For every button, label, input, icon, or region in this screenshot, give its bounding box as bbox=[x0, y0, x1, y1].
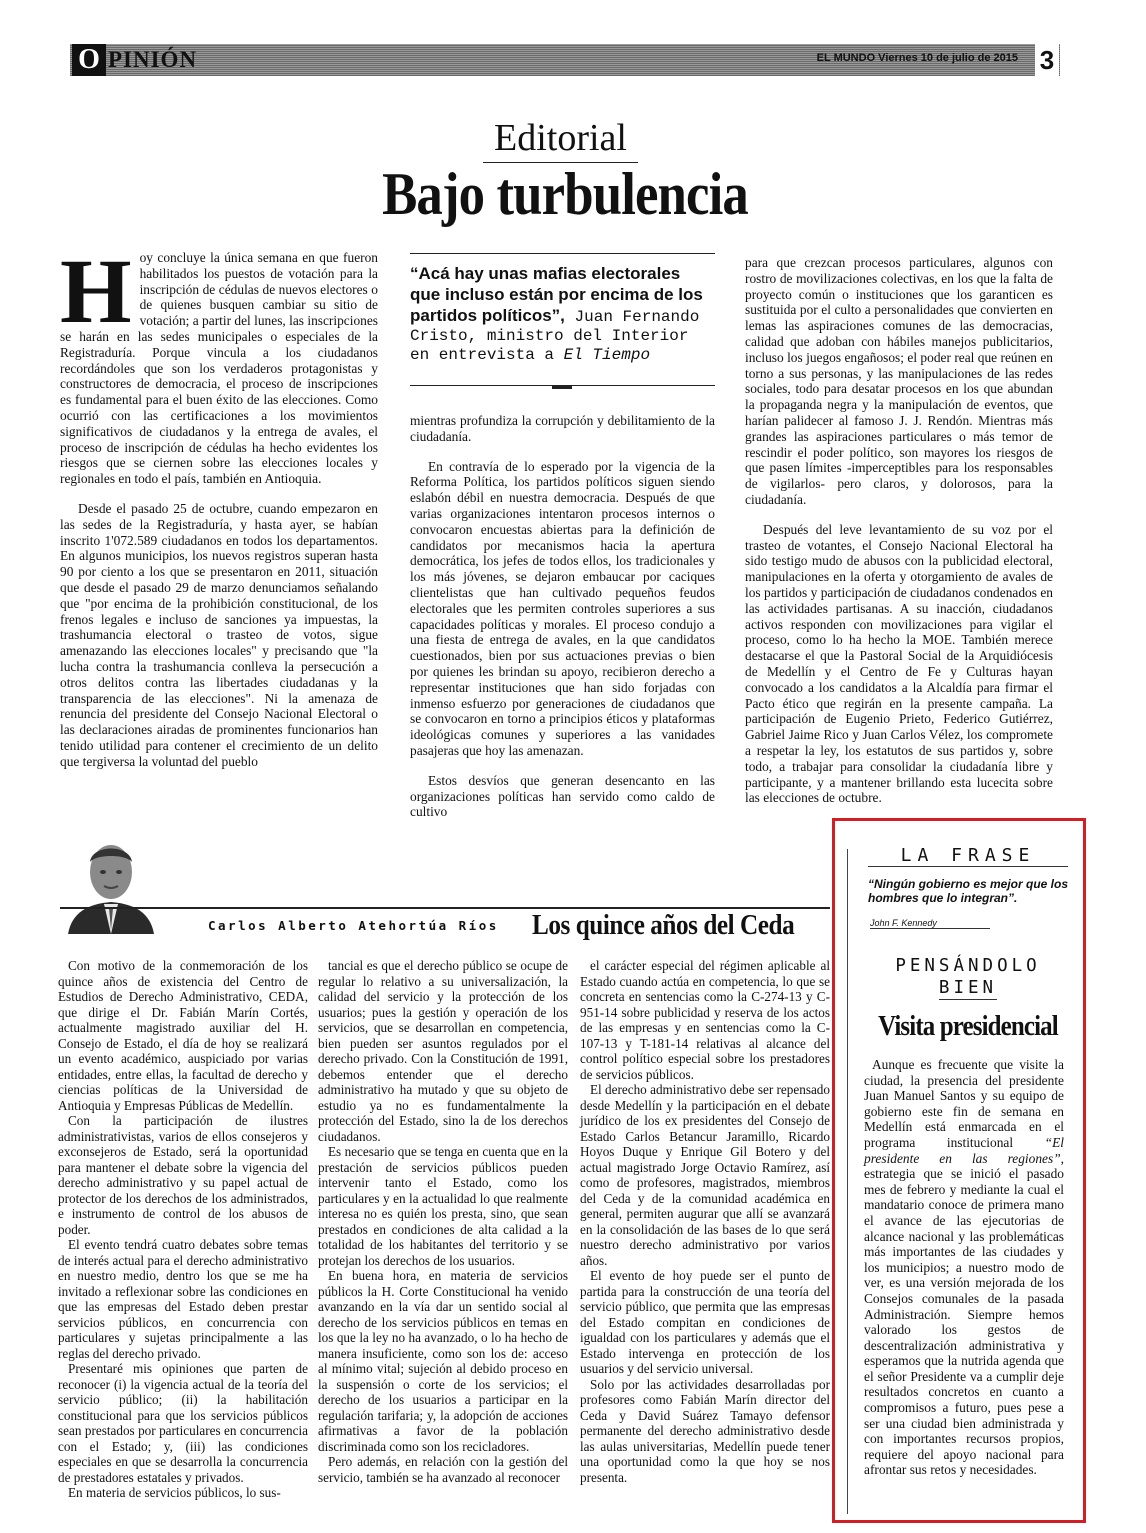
publication-dateline: EL MUNDO Viernes 10 de julio de 2015 bbox=[816, 52, 1018, 64]
pull-quote-text: “Acá hay unas mafias electorales que incluso están por encima de los partidos políticos”, bbox=[410, 264, 703, 325]
editorial-paragraph: Después del leve levantamiento de su voz por el trasteo de votantes, el Consejo Nacional Electoral ha sido testigo mudo de abusos con la publicidad electoral, manipulaciones en la oferta y otorgamiento de avales de los partidos y participación de ciudadanos condenados en las actividades partisanas. A su inacción, ciudadanos activos responden con movilizaciones para vigilar el proceso, como lo ha hecho la MOE. También merece destacarse el que la Pastoral Social de la Arquidiócesis de Medellín y el Centro de Fe y Culturas hayan convocado a los candidatos a la Alcaldía para firmar el Pacto ético que regirán en la presente campaña. La participación de Eugenio Prieto, Federico Gutiérrez, Gabriel Jaime Rico y Juan Carlos Vélez, los compromete a respetar la ley, los estatutos de sus partidos y, sobre todo, a trabajar para consolidar la ciudadanía libre y participante, y a mantener brillando esta lucecita sobre las elecciones de octubre. bbox=[745, 521, 1053, 806]
opinion-column-3 bbox=[580, 958, 830, 1485]
opinion-paragraph: Con la participación de ilustres administrativistas, varios de ellos consejeros y exconsejeros de Estado, será la oportunidad para mantener el debate sobre la vigencia del derecho administrativo y su papel actual de protector de los derechos de los administrados, e instrumento de control de los abusos de poder. bbox=[58, 1113, 308, 1237]
editorial-paragraph: mientras profundiza la corrupción y debilitamiento de la ciudadanía. bbox=[410, 413, 715, 444]
frase-heading: LA FRASE bbox=[868, 845, 1068, 867]
page-number: 3 bbox=[1035, 44, 1059, 76]
opinion-paragraph: el carácter especial del régimen aplicable al Estado cuando actúa en competencia, lo que se concreta en sentencias como la C-274-13 y C-951-14 sobre publicidad y reserva de los actos de las empresas y en sentencias como la C-107-13 y T-181-14 relativas al alcance del control político especial sobre los prestadores de servicios públicos. bbox=[580, 958, 830, 1082]
pensandolo-line-1: PENSÁNDOLO bbox=[895, 956, 1041, 976]
frase-quote: “Ningún gobierno es mejor que los hombres que lo integran”. bbox=[868, 877, 1069, 905]
sidebar-text-part: Aunque es frecuente que visite la ciudad, la presencia del presidente Juan Manuel Santos y su equipo de gobierno este fin de semana en Medellín está enmarcada en el programa institucional bbox=[864, 1057, 1064, 1150]
author-photo bbox=[66, 838, 156, 934]
opinion-column-2 bbox=[318, 958, 568, 1485]
opinion-paragraph: El evento de hoy puede ser el punto de partida para la construcción de una teoría del servicio público, que permita que las empresas del Estado compitan en condiciones de igualdad con los particulares y además que el Estado intervenga en protección de los usuarios y del servicio universal. bbox=[580, 1268, 830, 1376]
editorial-title: Bajo turbulencia bbox=[382, 161, 748, 227]
frase-author: John F. Kennedy bbox=[870, 918, 990, 929]
pull-quote bbox=[410, 253, 715, 365]
opinion-column-1 bbox=[58, 958, 308, 1501]
pull-quote-rule bbox=[410, 385, 715, 386]
sidebar-text-part: , estrategia que se inició el pasado mes de febrero y mediante la cual el mandatario conoce de primera mano el avance de las ejecutorias de alcance nacional y las problemáticas más importantes de las ciudades y los municipios; a nuestro modo de ver, es una versión mejorada de los Consejos comunales de la pasada Administración. Siempre hemos valorado los gestos de descentralización administrativa y esperamos que la nutrida agenda que el señor Presidente va a cumplir deje resultados concretos en cuanto a compromisos a futuro, pues pese a ser una ciudad bien administrada y con importantes recursos propios, requiere del apoyo nacional para afrontar sus retos y necesidades. bbox=[864, 1150, 1064, 1478]
opinion-paragraph: Pero además, en relación con la gestión del servicio, también se ha avanzado al reconocer bbox=[318, 1454, 568, 1485]
section-name: PINIÓN bbox=[108, 47, 198, 72]
opinion-paragraph: Con motivo de la conmemoración de los quince años de existencia del Centro de Estudios de Derecho Administrativo, CEDA, que dirige el Dr. Fabián Marín Cortés, actualmente magistrado auxiliar del H. Consejo de Estado, el día de hoy se realizará un evento académico, auspiciado por varias entidades, entre ellas, la facultad de derecho y ciencias políticas de la Universidad de Antioquia y Empresas Públicas de Medellín. bbox=[58, 958, 308, 1113]
opinion-paragraph: Presentaré mis opiniones que parten de reconocer (i) la vigencia actual de la teoría del servicio público; (ii) la habilitación constitucional para que los servicios públicos sean prestados por particulares en concurrencia con el Estado; y, (iii) las condiciones especiales en que se desarrolla la concurrencia de prestadores estatales y privados. bbox=[58, 1361, 308, 1485]
editorial-label: Editorial bbox=[483, 116, 638, 163]
editorial-paragraph: Estos desvíos que generan desencanto en las organizaciones políticas han servido como caldo de cultivo bbox=[410, 772, 715, 820]
pensandolo-line-2: BIEN bbox=[938, 978, 998, 998]
opinion-paragraph: El derecho administrativo debe ser repensado desde Medellín y la participación en el debate jurídico de los ex presidentes del Consejo de Estado Carlos Betancur Jaramillo, Ricardo Hoyos Duque y Enrique Gil Botero y del actual magistrado Jorge Octavio Ramírez, así como de profesores, magistrados, miembros del Ceda y de la comunidad académica en general, permiten augurar que allí se avanzará en la consolidación de las bases de lo que será nuestro derecho administrativo por varios años. bbox=[580, 1082, 830, 1268]
column-separator bbox=[60, 907, 830, 909]
editorial-paragraph: para que crezcan procesos particulares, algunos con rostro de movilizaciones colectivas, en los que la falta de proyecto común o instituciones que los garanticen es sustituida por el culto a personalidades que convierten en lemas las aspiraciones comunes de las democracias, calidad que adoban con hábiles manejos publicitarios, incluso los juegos engañosos; el poder real que reúnen en torno a sus personas, y las manipulaciones de las redes sociales, todo para desatar procesos en los que abundan la propaganda negra y la manipulación de eventos, que harían palidecer al famoso J. J. Rendón. Mientras más grandes las aspiraciones particulares o más temor de rescindir el poder político, son mayores los riesgos de que pasen límites -imperceptibles para los responsables de vigilarlos- pero claros, y dolorosos, para la ciudadanía. bbox=[745, 255, 1053, 507]
pull-quote-source: El Tiempo bbox=[563, 346, 651, 364]
column-author: Carlos Alberto Atehortúa Ríos bbox=[208, 918, 499, 933]
sidebar-text bbox=[864, 1057, 1064, 1478]
opinion-paragraph: Es necesario que se tenga en cuenta que en la prestación de servicios públicos pueden intervenir tanto el Estado, como los particulares y en la actualidad lo que realmente interesa no es quién los presta, sino, que sean prestados en condiciones de alta calidad a la totalidad de los habitantes del territorio y se protejan los derechos de los usuarios. bbox=[318, 1144, 568, 1268]
dropcap: H bbox=[60, 240, 132, 342]
section-initial: O bbox=[72, 44, 106, 76]
opinion-paragraph: tancial es que el derecho público se ocupe de regular lo relativo a su universalización, la calidad del servicio y la protección de los usuarios; pues la gestión y operación de los servicios, que se desarrollan en competencia, bien pueden ser asuntos regulados por el derecho privado. Con la Constitución de 1991, debemos entender que el derecho administrativo ha mutado y que su objeto de estudio ya no es fundamentalmente la protección del Estado, sino la de los derechos ciudadanos. bbox=[318, 958, 568, 1144]
sidebar-title: Visita presidencial bbox=[878, 1010, 1058, 1042]
editorial-paragraph: oy concluye la única semana en que fueron habilitados los puestos de votación para la inscripción de cédulas de nuevos electores o de quienes busquen cambiar su sitio de votación; a partir del lunes, las inscripciones se harán en las sedes municipales o especiales de la Registraduría. Porque vincula a los ciudadanos recordándoles que son los verdaderos protagonistas y constructores de democracia, el proceso de inscripciones es fundamental para el buen éxito de las elecciones. Como ocurrió con las certificaciones a los movimientos significativos de ciudadanos y la entrega de avales, el proceso de inscripción de cédulas ha hecho evidentes los riesgos que se ciernen sobre las elecciones locales y regionales en todo el país, también en Antioquia. bbox=[60, 250, 378, 487]
column-title: Los quince años del Ceda bbox=[532, 910, 795, 941]
pull-quote-attribution: Juan Fernando Cristo, ministro del Interior en entrevista a bbox=[410, 308, 700, 364]
opinion-paragraph: Solo por las actividades desarrolladas por profesores como Fabián Marín director del Ceda y David Suárez Tamayo defensor permanente del derecho administrativo desde las aulas universitarias, Medellín puede tener una oportunidad como la que hoy se nos presenta. bbox=[580, 1376, 830, 1485]
program-name: “El presidente en las regiones” bbox=[864, 1134, 1064, 1166]
editorial-column-2 bbox=[410, 413, 715, 834]
opinion-paragraph: En buena hora, en materia de servicios públicos la H. Corte Constitucional ha venido avanzando en la vía dar un sentido social al derecho de los servicios públicos en temas en los que la ley no ha avanzado, o lo ha hecho de manera insuficiente, como son los de: acceso al mínimo vital; sujeción al debido proceso en la suspensión o corte de los servicios; el derecho de los usuarios a participar en la regulación tarifaria; y, la adopción de acciones afirmativas a favor de la población discriminada como son los recicladores. bbox=[318, 1268, 568, 1454]
opinion-paragraph: El evento tendrá cuatro debates sobre temas de interés actual para el derecho administrativo en nuestro medio, dentro los que se me ha invitado a reflexionar sobre las condiciones en que las empresas del Estado deben prestar servicios públicos, en concurrencia con particulares y sujetas principalmente a las reglas del derecho privado. bbox=[58, 1237, 308, 1361]
editorial-column-1 bbox=[60, 240, 378, 784]
pensandolo-heading bbox=[858, 955, 1078, 1000]
editorial-paragraph: En contravía de lo esperado por la vigencia de la Reforma Política, los partidos políticos siguen siendo eslabón débil en nuestra democracia. Después de que varias organizaciones intentaron procesos internos o convocaron encuestas abiertas para la definición de candidatos por mecanismos hacia la apertura democrática, los jefes de todos ellos, los tradicionales y los más jóvenes, se dejaron embaucar por caciques clientelistas que han cultivado pequeños feudos electorales que les permiten controles superiores a sus capacidades políticas y morales. El proceso condujo a una fiesta de entrega de avales, en la que candidatos cuestionados, bien por sus actuaciones previas o bien por quienes les brindan su apoyo, recibieron derecho a representar instituciones que han sido forjadas con inmenso esfuerzo por generaciones de ciudadanos que se convocaron en torno a principios éticos y plataformas ideológicas comunes y superiores a las vanidades pasajeras que hoy las amenazan. bbox=[410, 458, 715, 758]
opinion-paragraph: En materia de servicios públicos, lo sus- bbox=[68, 1485, 281, 1500]
editorial-paragraph: Desde el pasado 25 de octubre, cuando empezaron en las sedes de la Registraduría, y hasta ayer, se habían inscrito 1'072.589 ciudadanos en todos los departamentos. En algunos municipios, los nuevos registros superan hasta 90 por ciento a los que se presentaron en 2011, situación que desde el pasado 29 de marzo denunciamos señalando que "por encima de la prohibición constitucional, de los frenos legales e incluso de sanciones ya impuestas, la trashumancia electoral o trasteo de votos, sigue amenazando las elecciones locales" y precisando que "la lucha contra la trashumancia conlleva la persecución a otros delitos contra las libertades ciudadanas y la transparencia de las elecciones". Ni la amenaza de renuncia del presidente del Consejo Nacional Electoral o las declaraciones airadas de prominentes funcionarios han tenido utilidad para contener el crecimiento de un delito que tergiversa la voluntad del pueblo bbox=[60, 500, 378, 769]
editorial-column-3 bbox=[745, 255, 1053, 820]
